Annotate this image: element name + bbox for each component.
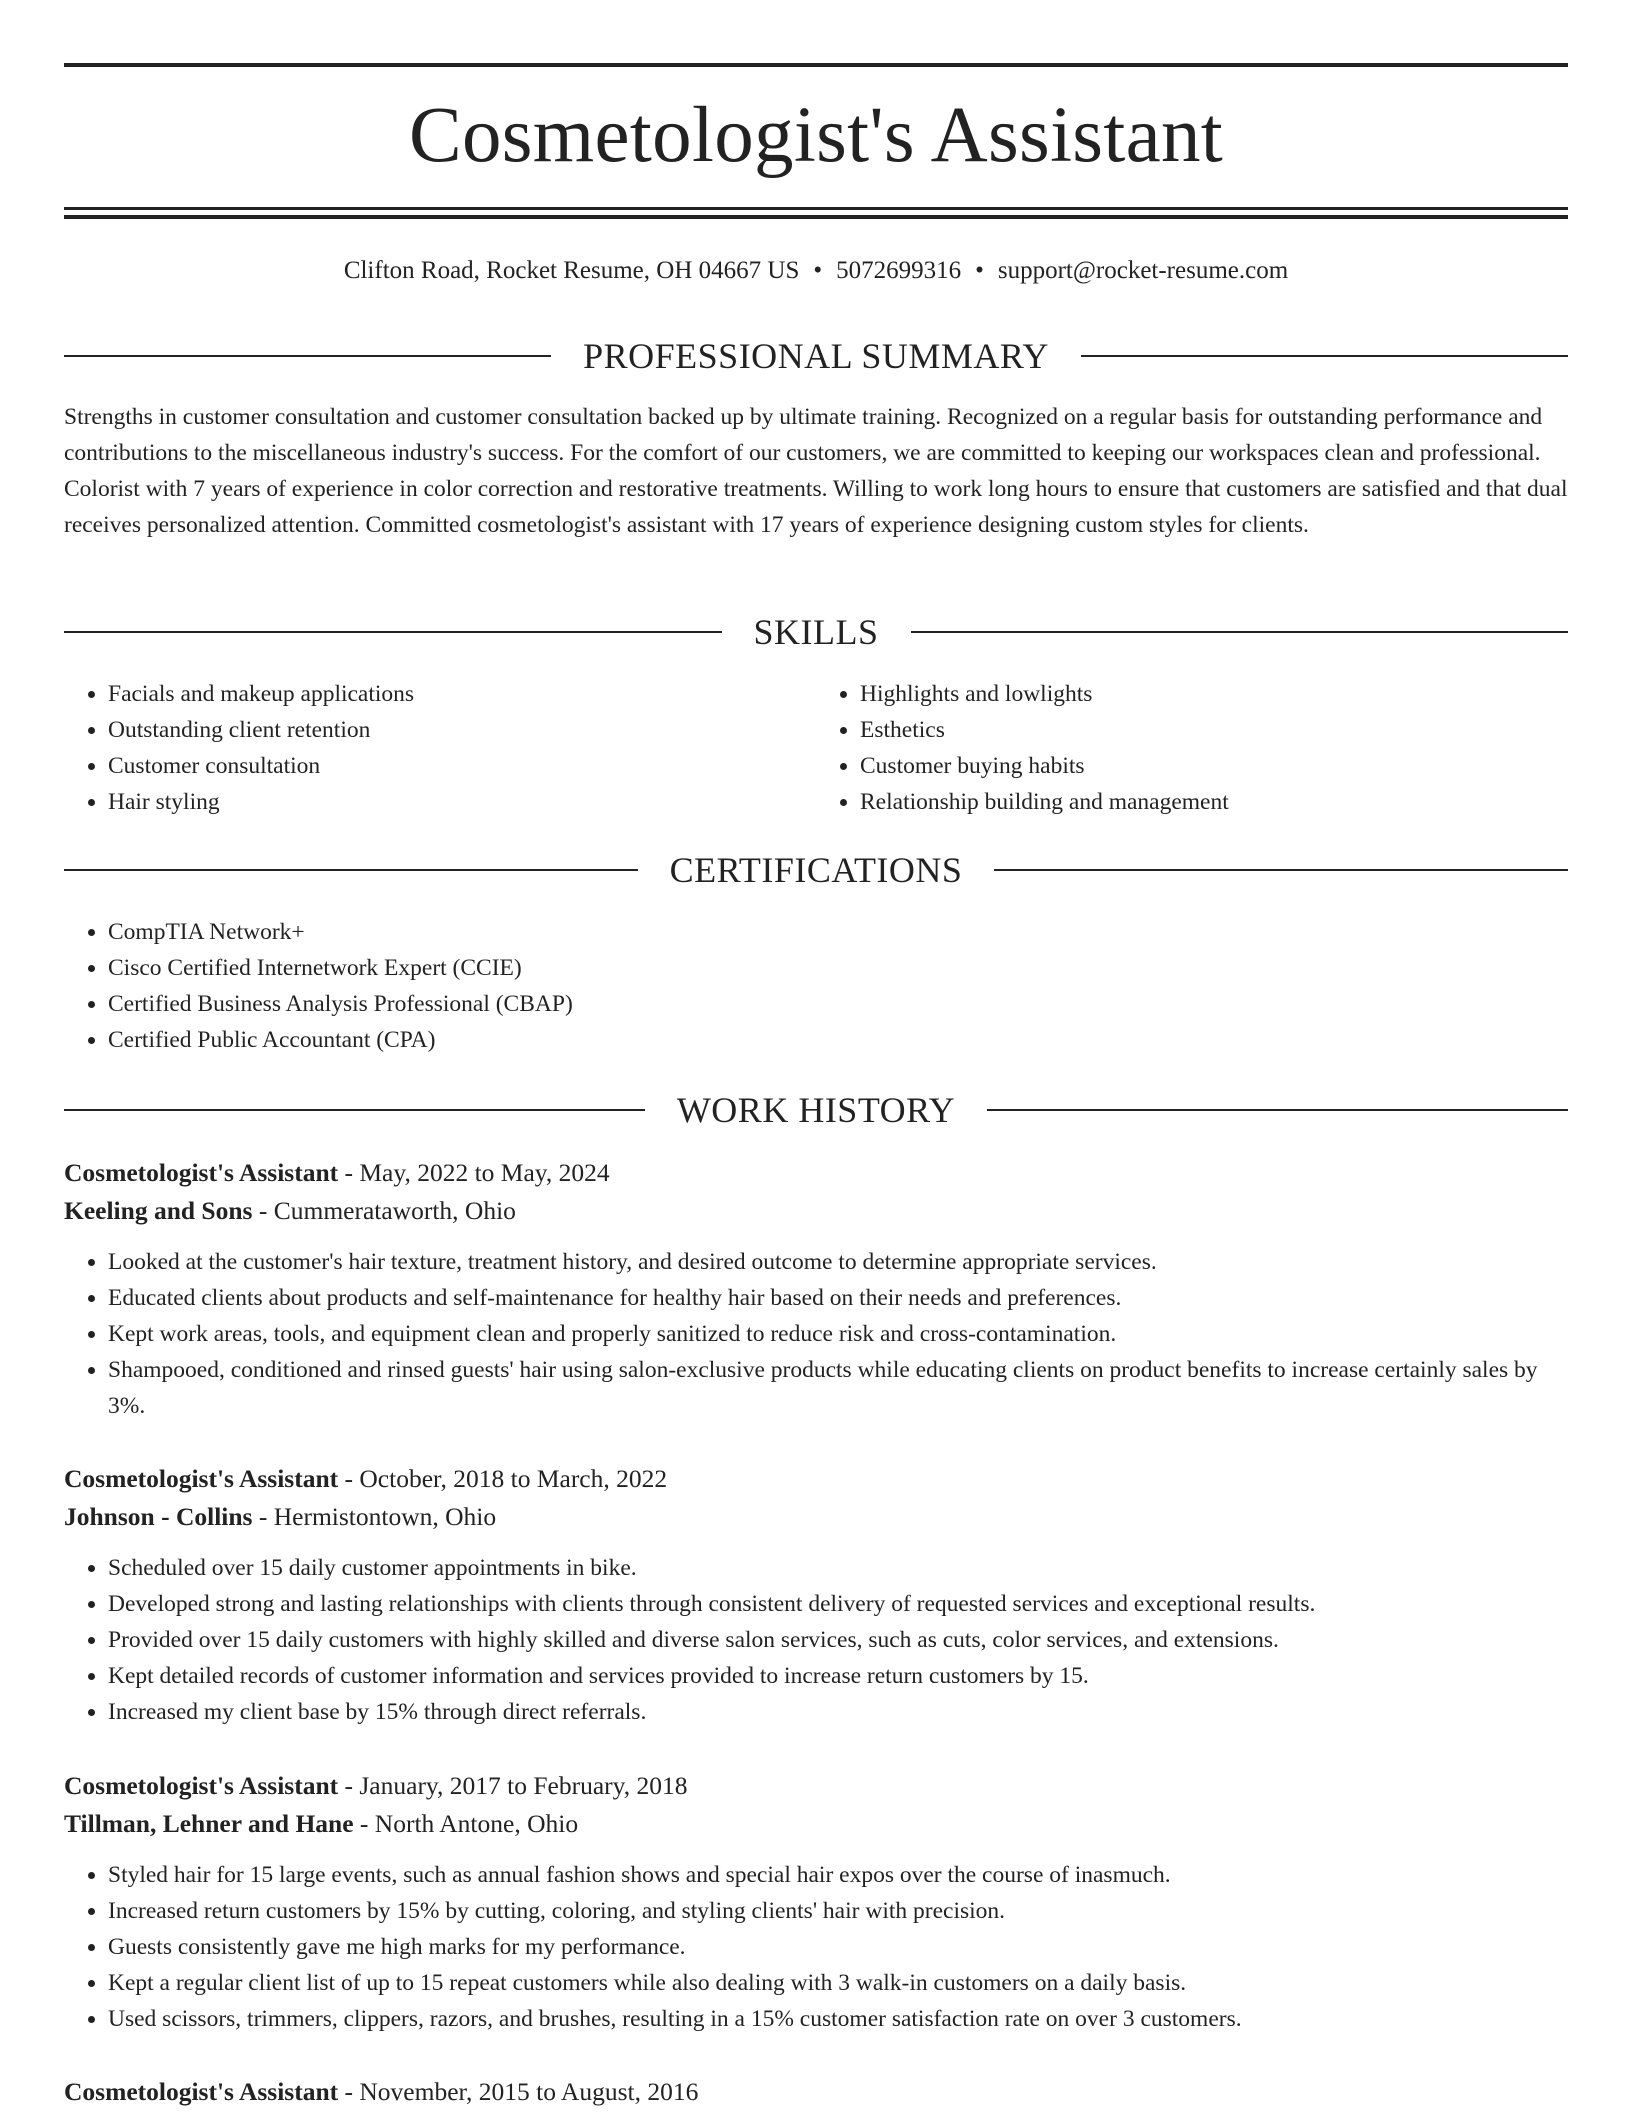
job-bullet: • Kept work areas, tools, and equipment clean and properly sanitized to reduce risk and cross-contamination. [108,1316,1568,1352]
certification-item: • Certified Business Analysis Professional (CBAP) [108,986,1568,1022]
skill-item: • Highlights and lowlights [860,676,1568,712]
job-location: - North Antone, Ohio [359,1809,579,1838]
divider [64,631,722,633]
job-company: Keeling and Sons [64,1196,253,1225]
section-title: PROFESSIONAL SUMMARY [583,336,1049,376]
job-title: Cosmetologist's Assistant [64,1158,339,1187]
job-bullets [64,1550,1568,1730]
section-title: CERTIFICATIONS [669,850,963,890]
top-rule [64,63,1568,67]
job-entry [64,1460,1568,1730]
skill-item: • Customer buying habits [860,748,1568,784]
job-title-line [64,1154,1568,1192]
certification-item: • CompTIA Network+ [108,914,1568,950]
job-company: Johnson - Collins [64,1502,253,1531]
job-bullet: • Kept a regular client list of up to 15 repeat customers while also dealing with 3 walk-in customers on a daily basis. [108,1965,1568,2001]
job-bullets [64,1244,1568,1424]
skill-item: • Customer consultation [108,748,816,784]
skill-item: • Esthetics [860,712,1568,748]
divider [64,355,551,357]
skill-item: • Outstanding client retention [108,712,816,748]
job-bullet: • Used scissors, trimmers, clippers, razors, and brushes, resulting in a 15% customer satisfaction rate on over 3 customers. [108,2001,1568,2037]
section-title: WORK HISTORY [676,1090,956,1130]
job-location: - Hermistontown, Ohio [258,1502,497,1531]
job-dates: - May, 2022 to May, 2024 [344,1158,610,1187]
job-bullet: • Guests consistently gave me high marks for my performance. [108,1929,1568,1965]
title-rule-lower [64,215,1568,219]
skills-columns [64,676,1568,820]
job-company-line [64,1805,1568,1843]
job-bullet: • Provided over 15 daily customers with highly skilled and diverse salon services, such as cuts, color services, and extensions. [108,1622,1568,1658]
divider [994,869,1568,871]
job-dates: - January, 2017 to February, 2018 [344,1771,688,1800]
certification-item: • Certified Public Accountant (CPA) [108,1022,1568,1058]
skills-list-left [64,676,816,820]
contact-line [64,254,1568,288]
certifications-block [64,914,1568,1058]
job-title: Cosmetologist's Assistant [64,2077,339,2106]
skill-item: • Relationship building and management [860,784,1568,820]
job-bullet: • Educated clients about products and self-maintenance for healthy hair based on their needs and preferences. [108,1280,1568,1316]
divider [64,1109,645,1111]
section-heading-summary [64,334,1568,378]
divider [987,1109,1568,1111]
job-company: Tillman, Lehner and Hane [64,1809,354,1838]
job-title-line [64,2073,1568,2111]
contact-email: support@rocket-resume.com [997,257,1289,284]
divider [1081,355,1568,357]
job-entry [64,1154,1568,1424]
job-title: Cosmetologist's Assistant [64,1771,339,1800]
job-company-line [64,1498,1568,1536]
skills-list-right [816,676,1568,820]
contact-separator: • [975,257,984,284]
job-bullet: • Kept detailed records of customer information and services provided to increase return customers by 15. [108,1658,1568,1694]
job-title-line [64,1767,1568,1805]
certification-item: • Cisco Certified Internetwork Expert (CCIE) [108,950,1568,986]
job-bullet: • Developed strong and lasting relationships with clients through consistent delivery of requested services and exceptional results. [108,1586,1568,1622]
section-heading-work-history [64,1088,1568,1132]
job-location: - Cummerataworth, Ohio [258,1196,516,1225]
job-dates: - October, 2018 to March, 2022 [344,1464,668,1493]
job-bullet: • Shampooed, conditioned and rinsed guests' hair using salon-exclusive products while educating clients on product benefits to increase certainly sales by 3%. [108,1352,1568,1424]
job-title: Cosmetologist's Assistant [64,1464,339,1493]
contact-phone: 5072699316 [836,257,962,284]
job-dates: - November, 2015 to August, 2016 [344,2077,699,2106]
section-title: SKILLS [753,612,879,652]
job-company-line [64,1192,1568,1230]
job-entry [64,1767,1568,2037]
contact-address: Clifton Road, Rocket Resume, OH 04667 US [343,257,800,284]
job-bullet: • Styled hair for 15 large events, such as annual fashion shows and special hair expos over the course of inasmuch. [108,1857,1568,1893]
title-rule-upper [64,207,1568,210]
job-entry [64,2073,1568,2111]
section-heading-certifications [64,848,1568,892]
job-bullet: • Increased return customers by 15% by cutting, coloring, and styling clients' hair with precision. [108,1893,1568,1929]
section-heading-skills [64,610,1568,654]
job-bullet: • Looked at the customer's hair texture, treatment history, and desired outcome to determine appropriate services. [108,1244,1568,1280]
divider [64,869,638,871]
skill-item: • Facials and makeup applications [108,676,816,712]
skill-item: • Hair styling [108,784,816,820]
certifications-list [64,914,1568,1058]
job-title-line [64,1460,1568,1498]
job-bullet: • Increased my client base by 15% through direct referrals. [108,1694,1568,1730]
page-title: Cosmetologist's Assistant [408,92,1224,179]
contact-separator: • [813,257,823,284]
divider [911,631,1569,633]
job-bullets [64,1857,1568,2037]
summary-text: Strengths in customer consultation and customer consultation backed up by ultimate training. Recognized on a regular basis for outstanding performance and contributions to the miscellaneous industry's success. For the comfort of our customers, we are committed to keeping our workspaces clean and professional. Colorist with 7 years of experience in color correction and restorative treatments. Willing to work long hours to ensure that customers are satisfied and that dual receives personalized attention. Committed cosmetologist's assistant with 17 years of experience designing custom styles for clients. [64,404,1568,538]
job-bullet: • Scheduled over 15 daily customer appointments in bike. [108,1550,1568,1586]
